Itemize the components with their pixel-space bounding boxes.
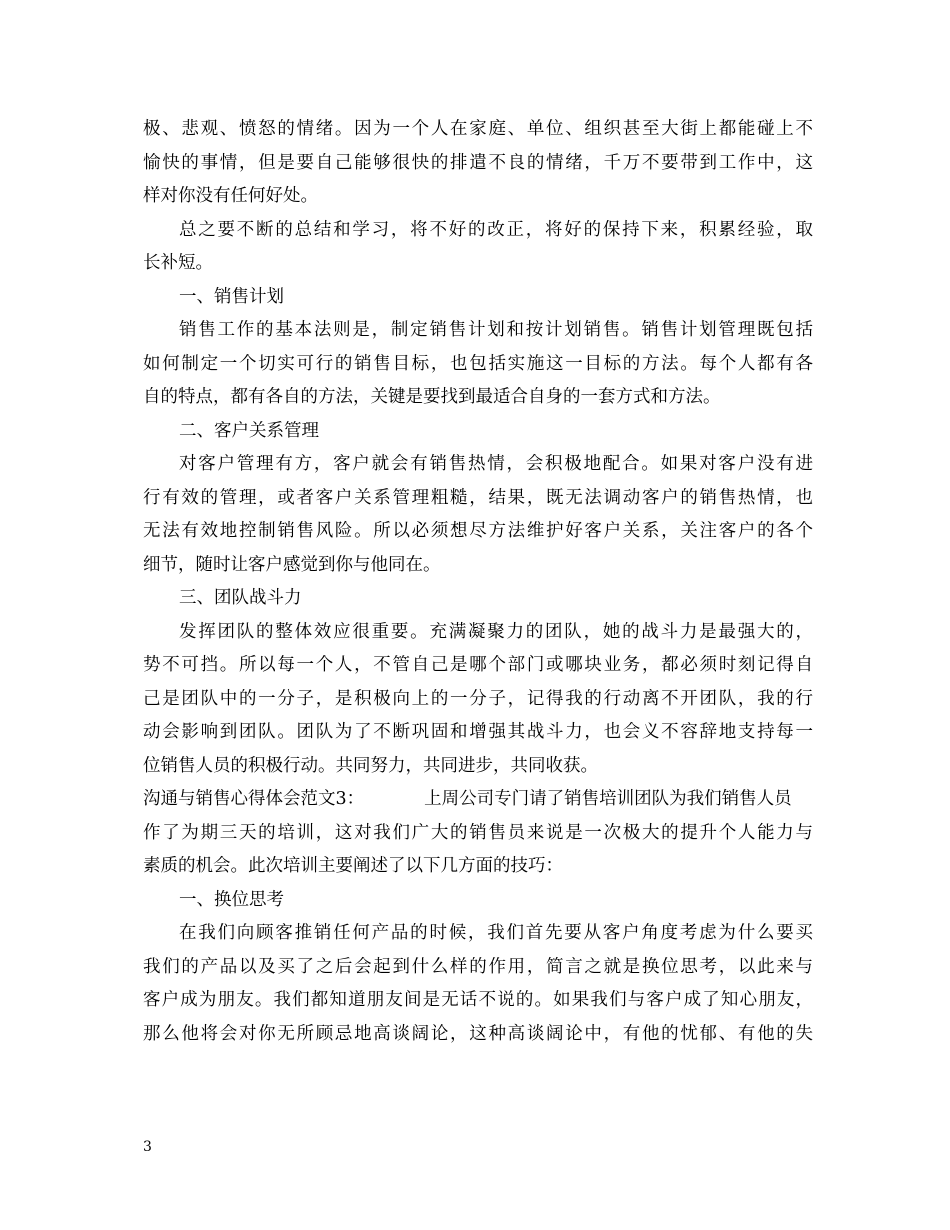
paragraph-line: 如何制定一个切实可行的销售目标，也包括实施这一目标的方法。每个人都有各 <box>143 353 813 374</box>
paragraph-line: 那么他将会对你无所顾忌地高谈阔论，这种高谈阔论中，有他的忧郁、有他的失 <box>143 1023 813 1044</box>
paragraph-line: 自的特点，都有各自的方法，关键是要找到最适合自身的一套方式和方法。 <box>143 387 721 407</box>
section-heading: 二、客户关系管理 <box>179 420 319 441</box>
paragraph-line: 我们的产品以及买了之后会起到什么样的作用，简言之就是换位思考，以此来与 <box>143 956 813 977</box>
paragraph-line: 客户成为朋友。我们都知道朋友间是无话不说的。如果我们与客户成了知心朋友， <box>143 990 813 1010</box>
paragraph-line: 势不可挡。所以每一个人，不管自己是哪个部门或哪块业务，都必须时刻记得自 <box>143 655 813 675</box>
paragraph-line: 发挥团队的整体效应很重要。充满凝聚力的团队，她的战斗力是最强大的， <box>179 621 813 642</box>
paragraph-line: 对客户管理有方，客户就会有销售热情，会积极地配合。如果对客户没有进 <box>179 454 813 474</box>
section-heading: 一、换位思考 <box>179 889 284 910</box>
essay-heading-line <box>143 783 813 817</box>
paragraph-line: 无法有效地控制销售风险。所以必须想尽方法维护好客户关系，关注客户的各个 <box>143 521 813 541</box>
paragraph-line: 样对你没有任何好处。 <box>143 186 318 206</box>
paragraph-line: 极、悲观、愤怒的情绪。因为一个人在家庭、单位、组织甚至大街上都能碰上不 <box>143 119 813 139</box>
paragraph-line: 总之要不断的总结和学习，将不好的改正，将好的保持下来，积累经验，取 <box>179 219 813 240</box>
essay-title: 沟通与销售心得体会范文3： <box>143 789 365 809</box>
paragraph-line: 细节，随时让客户感觉到你与他同在。 <box>143 554 441 575</box>
paragraph-line: 作了为期三天的培训，这对我们广大的销售员来说是一次极大的提升个人能力与 <box>143 822 813 843</box>
paragraph-line: 愉快的事情，但是要自己能够很快的排遣不良的情绪，千万不要带到工作中，这 <box>143 152 813 173</box>
paragraph-line: 销售工作的基本法则是，制定销售计划和按计划销售。销售计划管理既包括 <box>179 320 813 340</box>
essay-intro: 上周公司专门请了销售培训团队为我们销售人员 <box>424 789 792 809</box>
section-heading: 一、销售计划 <box>179 286 284 307</box>
page-number: 3 <box>143 1139 152 1155</box>
paragraph-line: 长补短。 <box>143 253 213 273</box>
document-body <box>143 113 813 1051</box>
paragraph-line: 位销售人员的积极行动。共同努力，共同进步，共同收获。 <box>143 755 598 776</box>
paragraph-line: 行有效的管理，或者客户关系管理粗糙，结果，既无法调动客户的销售热情，也 <box>143 487 813 508</box>
paragraph-line: 动会影响到团队。团队为了不断巩固和增强其战斗力，也会义不容辞地支持每一 <box>143 722 813 742</box>
paragraph-line: 己是团队中的一分子，是积极向上的一分子，记得我的行动离不开团队，我的行 <box>143 688 813 709</box>
section-heading: 三、团队战斗力 <box>179 588 302 608</box>
paragraph-line: 在我们向顾客推销任何产品的时候，我们首先要从客户角度考虑为什么要买 <box>179 923 813 943</box>
paragraph-line: 素质的机会。此次培训主要阐述了以下几方面的技巧： <box>143 856 563 876</box>
